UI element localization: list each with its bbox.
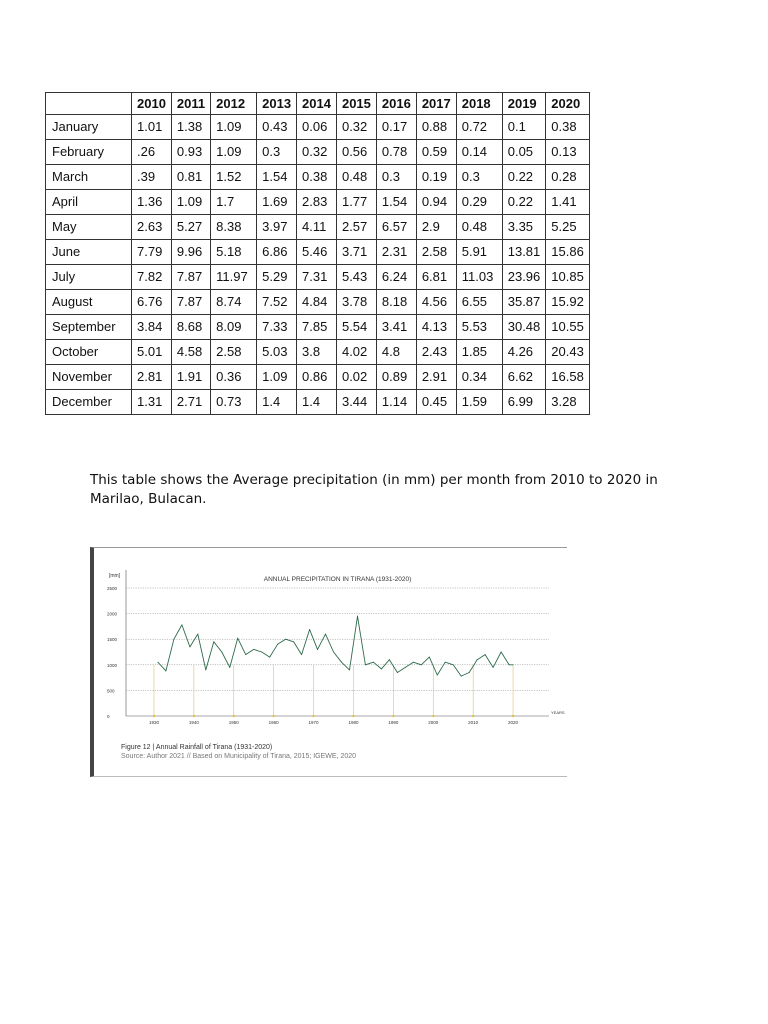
data-point [261, 652, 262, 653]
value-cell: 8.18 [376, 290, 416, 315]
x-tick-label: 1990 [388, 720, 399, 725]
data-point [389, 659, 390, 660]
data-point [501, 652, 502, 653]
value-cell: 20.43 [546, 340, 590, 365]
value-cell: 6.62 [502, 365, 546, 390]
value-cell: 0.14 [456, 140, 502, 165]
value-cell: 0.3 [257, 140, 297, 165]
value-cell: 4.02 [336, 340, 376, 365]
table-row [46, 190, 590, 215]
data-point [269, 657, 270, 658]
value-cell: .26 [132, 140, 172, 165]
value-cell: 2.81 [132, 365, 172, 390]
data-point [197, 634, 198, 635]
value-cell: 7.31 [297, 265, 337, 290]
value-cell: 6.81 [416, 265, 456, 290]
value-cell: 1.52 [211, 165, 257, 190]
data-point [421, 664, 422, 665]
value-cell: 11.03 [456, 265, 502, 290]
value-cell: 0.05 [502, 140, 546, 165]
x-tick-dot [392, 715, 394, 717]
table-row [46, 240, 590, 265]
y-tick-label: 1500 [107, 637, 118, 643]
value-cell: 7.85 [297, 315, 337, 340]
data-point [469, 672, 470, 673]
data-point [157, 662, 158, 663]
year-header-2019: 2019 [502, 93, 546, 115]
value-cell: 0.22 [502, 190, 546, 215]
value-cell: 1.69 [257, 190, 297, 215]
data-point [509, 664, 510, 665]
year-header-2012: 2012 [211, 93, 257, 115]
value-cell: 3.41 [376, 315, 416, 340]
figure-caption: Figure 12 | Annual Rainfall of Tirana (1931-2020) [121, 744, 273, 751]
value-cell: 23.96 [502, 265, 546, 290]
value-cell: 3.44 [336, 390, 376, 415]
value-cell: 0.32 [336, 115, 376, 140]
value-cell: 5.01 [132, 340, 172, 365]
value-cell: 4.8 [376, 340, 416, 365]
table-row [46, 140, 590, 165]
table-row [46, 340, 590, 365]
value-cell: 1.09 [171, 190, 210, 215]
x-tick-dot [153, 715, 155, 717]
month-cell: July [46, 265, 132, 290]
value-cell: 0.48 [336, 165, 376, 190]
value-cell: 3.8 [297, 340, 337, 365]
value-cell: 6.24 [376, 265, 416, 290]
data-point [357, 616, 358, 617]
year-header-2017: 2017 [416, 93, 456, 115]
value-cell: 0.73 [211, 390, 257, 415]
x-tick-label: 1930 [148, 720, 159, 725]
year-header-2018: 2018 [456, 93, 502, 115]
value-cell: 1.14 [376, 390, 416, 415]
value-cell: 5.53 [456, 315, 502, 340]
value-cell: 1.59 [456, 390, 502, 415]
value-cell: 0.88 [416, 115, 456, 140]
year-header-2020: 2020 [546, 93, 590, 115]
value-cell: 0.38 [297, 165, 337, 190]
chart-title: ANNUAL PRECIPITATION IN TIRANA (1931-2020) [263, 576, 412, 583]
value-cell: 30.48 [502, 315, 546, 340]
data-point [333, 652, 334, 653]
x-tick-label: 2020 [508, 720, 519, 725]
value-cell: 6.55 [456, 290, 502, 315]
data-point [245, 654, 246, 655]
value-cell: 1.38 [171, 115, 210, 140]
value-cell: 16.58 [546, 365, 590, 390]
month-cell: February [46, 140, 132, 165]
table-body [46, 115, 590, 415]
data-point [237, 638, 238, 639]
value-cell: 0.29 [456, 190, 502, 215]
table-row [46, 265, 590, 290]
value-cell: 8.74 [211, 290, 257, 315]
value-cell: 1.01 [132, 115, 172, 140]
data-point [413, 662, 414, 663]
value-cell: 0.81 [171, 165, 210, 190]
y-tick-label: 2000 [107, 611, 118, 617]
month-cell: August [46, 290, 132, 315]
table-header-row [46, 93, 590, 115]
value-cell: 0.02 [336, 365, 376, 390]
table-row [46, 365, 590, 390]
month-cell: May [46, 215, 132, 240]
value-cell: 1.4 [257, 390, 297, 415]
value-cell: 0.36 [211, 365, 257, 390]
value-cell: 1.31 [132, 390, 172, 415]
precipitation-line-chart [94, 548, 567, 776]
data-point [485, 654, 486, 655]
value-cell: 4.11 [297, 215, 337, 240]
value-cell: 0.3 [376, 165, 416, 190]
value-cell: 11.97 [211, 265, 257, 290]
value-cell: 2.63 [132, 215, 172, 240]
value-cell: 2.31 [376, 240, 416, 265]
data-point [165, 670, 166, 671]
table-corner-cell [46, 93, 132, 115]
y-tick-label: 0 [107, 714, 110, 719]
year-header-2011: 2011 [171, 93, 210, 115]
data-point [397, 672, 398, 673]
table-row [46, 390, 590, 415]
x-tick-dot [472, 715, 474, 717]
y-tick-label: 2500 [107, 586, 118, 591]
year-header-2013: 2013 [257, 93, 297, 115]
year-header-2016: 2016 [376, 93, 416, 115]
x-tick-label: 1960 [268, 720, 279, 725]
value-cell: 3.97 [257, 215, 297, 240]
month-cell: December [46, 390, 132, 415]
y-axis-label: [mm] [109, 573, 121, 579]
table-row [46, 290, 590, 315]
data-point [213, 641, 214, 642]
value-cell: 0.13 [546, 140, 590, 165]
data-point [453, 664, 454, 665]
value-cell: 5.54 [336, 315, 376, 340]
data-point [373, 662, 374, 663]
value-cell: 0.34 [456, 365, 502, 390]
value-cell: 1.85 [456, 340, 502, 365]
precipitation-series-line [158, 616, 513, 676]
value-cell: 35.87 [502, 290, 546, 315]
value-cell: 4.58 [171, 340, 210, 365]
x-tick-dot [312, 715, 314, 717]
x-tick-dot [272, 715, 274, 717]
data-point [341, 662, 342, 663]
value-cell: 8.38 [211, 215, 257, 240]
value-cell: 1.41 [546, 190, 590, 215]
value-cell: 7.52 [257, 290, 297, 315]
x-tick-label: 2010 [468, 720, 479, 725]
month-cell: September [46, 315, 132, 340]
value-cell: 7.87 [171, 265, 210, 290]
x-tick-dot [233, 715, 235, 717]
data-point [429, 657, 430, 658]
value-cell: 0.43 [257, 115, 297, 140]
value-cell: 0.38 [546, 115, 590, 140]
value-cell: 0.72 [456, 115, 502, 140]
x-tick-dot [512, 715, 514, 717]
value-cell: 1.09 [211, 115, 257, 140]
value-cell: 5.27 [171, 215, 210, 240]
value-cell: 9.96 [171, 240, 210, 265]
value-cell: 0.32 [297, 140, 337, 165]
value-cell: 7.82 [132, 265, 172, 290]
year-header-2015: 2015 [336, 93, 376, 115]
x-tick-dot [432, 715, 434, 717]
value-cell: 10.55 [546, 315, 590, 340]
value-cell: 2.58 [211, 340, 257, 365]
value-cell: 5.03 [257, 340, 297, 365]
value-cell: 2.57 [336, 215, 376, 240]
value-cell: 0.06 [297, 115, 337, 140]
value-cell: 2.71 [171, 390, 210, 415]
year-header-2010: 2010 [132, 93, 172, 115]
value-cell: 1.7 [211, 190, 257, 215]
value-cell: 0.1 [502, 115, 546, 140]
data-point [173, 639, 174, 640]
data-point [309, 629, 310, 630]
x-tick-label: 1970 [308, 720, 319, 725]
value-cell: 4.26 [502, 340, 546, 365]
value-cell: 3.28 [546, 390, 590, 415]
value-cell: 2.43 [416, 340, 456, 365]
value-cell: 0.17 [376, 115, 416, 140]
value-cell: 0.89 [376, 365, 416, 390]
value-cell: 3.35 [502, 215, 546, 240]
value-cell: 1.36 [132, 190, 172, 215]
figure-caption-block [121, 743, 356, 761]
value-cell: 7.79 [132, 240, 172, 265]
value-cell: 0.94 [416, 190, 456, 215]
data-point [301, 654, 302, 655]
data-point [349, 669, 350, 670]
month-cell: March [46, 165, 132, 190]
value-cell: 6.76 [132, 290, 172, 315]
month-cell: January [46, 115, 132, 140]
y-tick-label: 500 [107, 688, 115, 694]
data-point [317, 649, 318, 650]
value-cell: 5.18 [211, 240, 257, 265]
value-cell: 3.71 [336, 240, 376, 265]
data-point [365, 664, 366, 665]
value-cell: 2.91 [416, 365, 456, 390]
data-point [493, 667, 494, 668]
x-axis-label: YEARS [551, 710, 565, 715]
value-cell: .39 [132, 165, 172, 190]
value-cell: 6.86 [257, 240, 297, 265]
data-point [381, 668, 382, 669]
value-cell: 1.77 [336, 190, 376, 215]
value-cell: 0.22 [502, 165, 546, 190]
value-cell: 0.59 [416, 140, 456, 165]
value-cell: 1.91 [171, 365, 210, 390]
value-cell: 5.46 [297, 240, 337, 265]
value-cell: 2.58 [416, 240, 456, 265]
data-point [325, 634, 326, 635]
data-point [285, 639, 286, 640]
data-point [253, 649, 254, 650]
value-cell: 0.48 [456, 215, 502, 240]
value-cell: 5.29 [257, 265, 297, 290]
x-tick-label: 2000 [428, 720, 439, 725]
year-header-2014: 2014 [297, 93, 337, 115]
precipitation-table [45, 92, 590, 415]
value-cell: 3.78 [336, 290, 376, 315]
data-point [221, 652, 222, 653]
x-tick-label: 1950 [228, 720, 239, 725]
value-cell: 7.87 [171, 290, 210, 315]
table-row [46, 315, 590, 340]
value-cell: 8.09 [211, 315, 257, 340]
data-point [461, 676, 462, 677]
data-point [513, 664, 514, 665]
value-cell: 2.83 [297, 190, 337, 215]
value-cell: 5.91 [456, 240, 502, 265]
table-description: This table shows the Average precipitation (in mm) per month from 2010 to 2020 in Marilao, Bulacan. [90, 472, 658, 507]
value-cell: 0.3 [456, 165, 502, 190]
value-cell: 0.45 [416, 390, 456, 415]
x-tick-label: 1940 [188, 720, 199, 725]
month-cell: October [46, 340, 132, 365]
data-point [293, 641, 294, 642]
value-cell: 15.92 [546, 290, 590, 315]
month-cell: June [46, 240, 132, 265]
data-point [277, 644, 278, 645]
value-cell: 1.09 [257, 365, 297, 390]
value-cell: 7.33 [257, 315, 297, 340]
month-cell: November [46, 365, 132, 390]
value-cell: 13.81 [502, 240, 546, 265]
y-tick-label: 1000 [107, 662, 118, 668]
value-cell: 3.84 [132, 315, 172, 340]
data-point [205, 669, 206, 670]
value-cell: 5.25 [546, 215, 590, 240]
data-point [437, 675, 438, 676]
value-cell: 1.54 [376, 190, 416, 215]
data-point [445, 662, 446, 663]
value-cell: 4.84 [297, 290, 337, 315]
data-point [181, 624, 182, 625]
value-cell: 6.57 [376, 215, 416, 240]
value-cell: 10.85 [546, 265, 590, 290]
x-tick-dot [193, 715, 195, 717]
data-point [229, 667, 230, 668]
value-cell: 0.93 [171, 140, 210, 165]
table-row [46, 165, 590, 190]
value-cell: 1.4 [297, 390, 337, 415]
data-point [405, 667, 406, 668]
value-cell: 1.09 [211, 140, 257, 165]
value-cell: 4.13 [416, 315, 456, 340]
value-cell: 1.54 [257, 165, 297, 190]
value-cell: 0.86 [297, 365, 337, 390]
value-cell: 0.56 [336, 140, 376, 165]
value-cell: 5.43 [336, 265, 376, 290]
data-point [189, 646, 190, 647]
value-cell: 4.56 [416, 290, 456, 315]
value-cell: 6.99 [502, 390, 546, 415]
value-cell: 2.9 [416, 215, 456, 240]
value-cell: 0.19 [416, 165, 456, 190]
value-cell: 0.28 [546, 165, 590, 190]
value-cell: 0.78 [376, 140, 416, 165]
table-row [46, 115, 590, 140]
value-cell: 15.86 [546, 240, 590, 265]
embedded-chart-image [90, 547, 567, 777]
x-tick-label: 1980 [348, 720, 359, 725]
data-point [477, 659, 478, 660]
month-cell: April [46, 190, 132, 215]
value-cell: 8.68 [171, 315, 210, 340]
figure-source: Source: Author 2021 // Based on Municipality of Tirana, 2015; IGEWE, 2020 [121, 753, 357, 760]
x-tick-dot [352, 715, 354, 717]
table-row [46, 215, 590, 240]
